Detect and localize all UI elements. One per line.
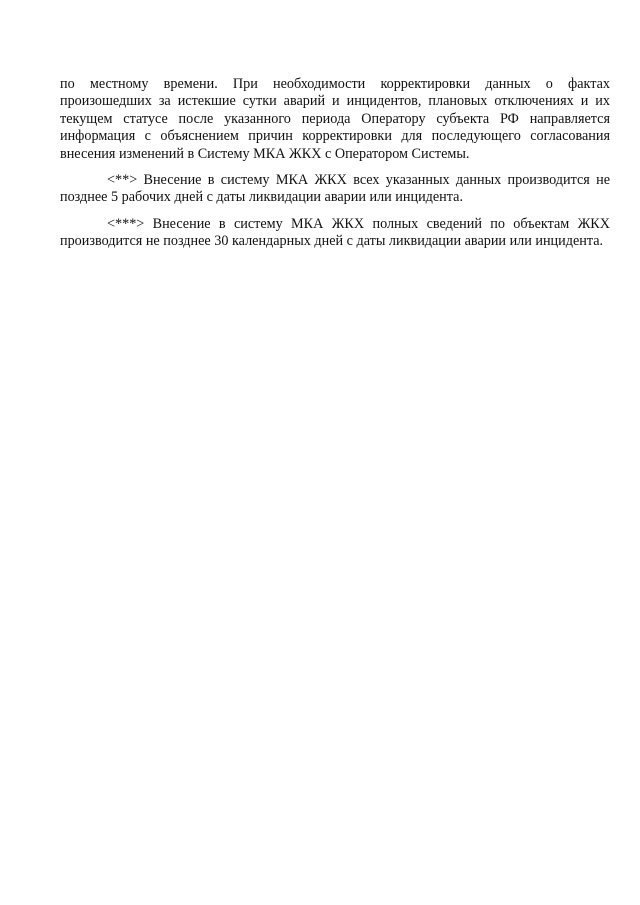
footnote-double-asterisk: <**> Внесение в систему МКА ЖКХ всех указанных данных производится не позднее 5 рабочих дней с даты ликвидации аварии или инцидента. xyxy=(60,172,610,206)
document-body xyxy=(60,76,610,260)
footnote-triple-asterisk: <***> Внесение в систему МКА ЖКХ полных сведений по объектам ЖКХ производится не позднее 30 календарных дней с даты ликвидации аварии или инцидента. xyxy=(60,215,610,250)
paragraph-continuation: по местному времени. При необходимости корректировки данных о фактах произошедших за истекшие сутки аварий и инцидентов, плановых отключениях и их текущем статусе после указанного периода Оператору субъекта РФ направляется информация с объяснением причин корректировки для последующего согласования внесения изменений в Систему МКА ЖКХ с Оператором Системы. xyxy=(60,76,610,162)
